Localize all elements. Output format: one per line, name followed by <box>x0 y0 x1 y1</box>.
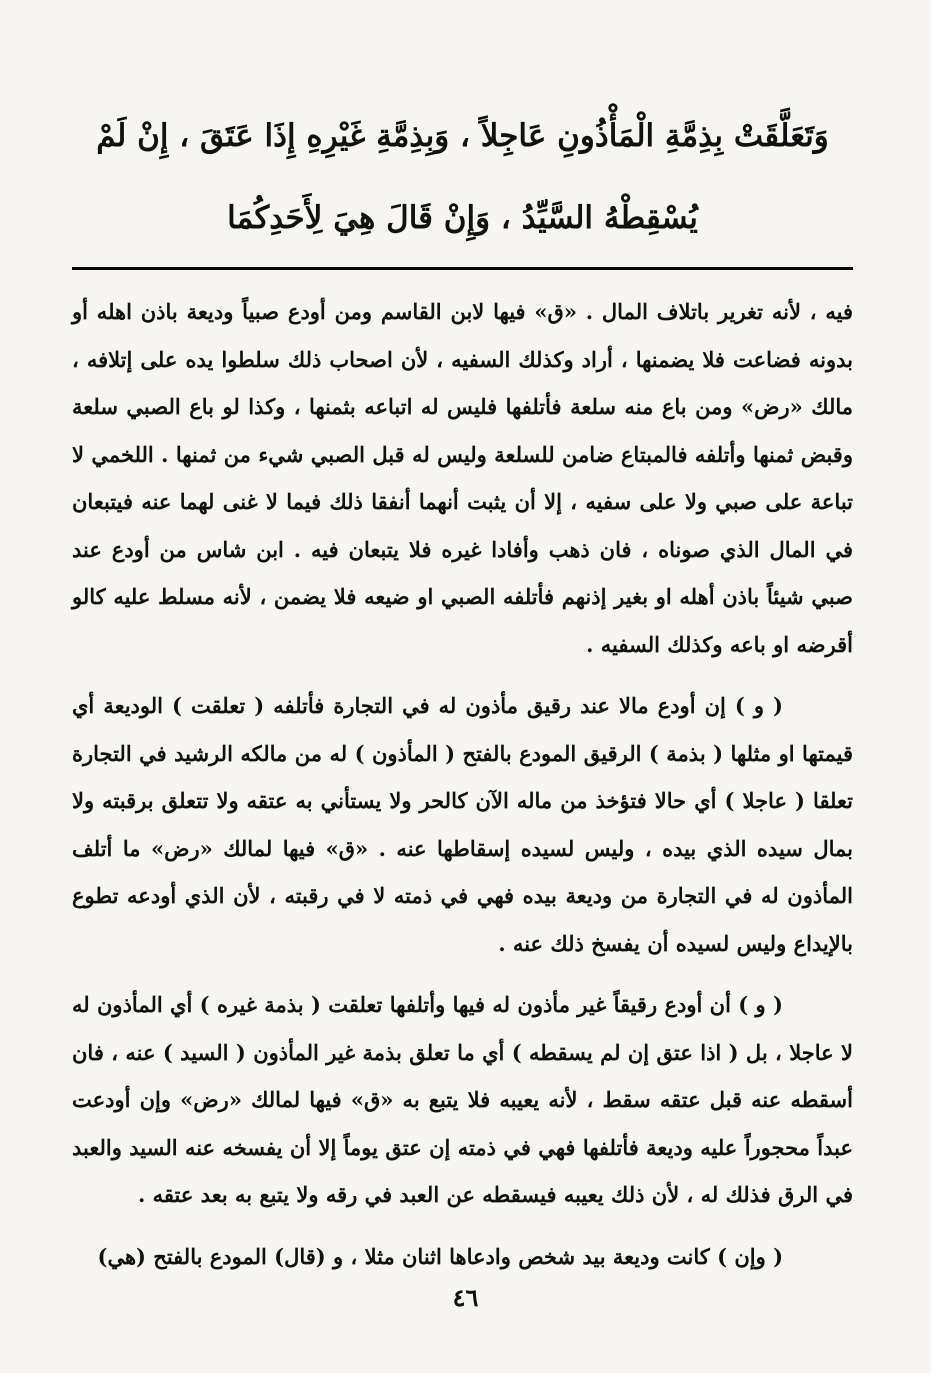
commentary-paragraph: ( و ) إن أودع مالا عند رقيق مأذون له في التجارة فأتلفه ( تعلقت ) الوديعة أي قيمتها او مثلها ( بذمة ) الرقيق المودع بالفتح ( المأذون ) له من مالكه الرشيد في التجارة تعلقا ( عاجلا ) أي حالا فتؤخذ من ماله الآن كالحر ولا يستأني به عتقه ولا تتعلق برقبته ولا بمال سيده الذي بيده ، وليس لسيده إسقاطها عنه . «ق» فيها لمالك «رض» ما أتلف المأذون له في التجارة من وديعة بيده فهي في ذمته لا في رقبته ، لأن الذي أودعه تطوع بالإيداع وليس لسيده أن يفسخ ذلك عنه . <box>72 693 853 956</box>
divider-rule <box>72 267 853 270</box>
matn-line: يُسْقِطْهُ السَّيِّدُ ، وَإِنْ قَالَ هِيَ لِأَحَدِكُمَا <box>227 200 698 236</box>
matn-line: وَتَعَلَّقَتْ بِذِمَّةِ الْمَأْذُونِ عَاجِلاً ، وَبِذِمَّةِ غَيْرِهِ إِذَا عَتَقَ ، إِنْ لَمْ <box>96 118 829 154</box>
commentary-body <box>72 288 853 1280</box>
commentary-paragraph: ( و ) أن أودع رقيقاً غير مأذون له فيها وأتلفها تعلقت ( بذمة غيره ) أي المأذون له لا عاجلا ، بل ( اذا عتق إن لم يسقطه ) أي ما تعلق بذمة غير المأذون ( السيد ) عنه ، فان أسقطه عنه قبل عتقه سقط ، لأنه يعيبه فلا يتبع به «ق» فيها لمالك «رض» وإن أودعت عبداً محجوراً عليه وديعة فأتلفها فهي في ذمته إن عتق يوماً إلا أن يفسخه عنه السيد والعبد في الرق فذلك له ، لأن ذلك يعيبه فيسقطه عن العبد في رقه ولا يتبع به بعد عتقه . <box>72 992 853 1207</box>
matn-heading <box>72 95 853 259</box>
commentary-paragraph: ( وإن ) كانت وديعة بيد شخص وادعاها اثنان مثلا ، و (قال) المودع بالفتح (هي) <box>97 1243 783 1269</box>
page-number: ٤٦ <box>452 1283 479 1312</box>
commentary-paragraph: فيه ، لأنه تغرير باتلاف المال . «ق» فيها لابن القاسم ومن أودع صبياً وديعة باذن اهله أو بدونه فضاعت فلا يضمنها ، أراد وكذلك السفيه ، لأن اصحاب ذلك سلطوا يده على إتلافه ، مالك «رض» ومن باع منه سلعة فأتلفها فليس له اتباعه بثمنها ، وكذا لو باع الصبي سلعة وقبض ثمنها وأتلفه فالمبتاع ضامن للسلعة وليس له قبل الصبي شيء من ثمنها . اللخمي لا تباعة على صبي ولا على سفيه ، إلا أن يثبت أنهما أنفقا ذلك فيما لا غنى لهما عنه فيتبعان في المال الذي صوناه ، فان ذهب وأفادا غيره فلا يتبعان فيه . ابن شاس من أودع عند صبي شيئاً باذن أهله او بغير إذنهم فأتلفه الصبي او ضيعه فلا يضمن ، لأنه مسلط عليه كالو أقرضه او باعه وكذلك السفيه . <box>72 299 853 657</box>
